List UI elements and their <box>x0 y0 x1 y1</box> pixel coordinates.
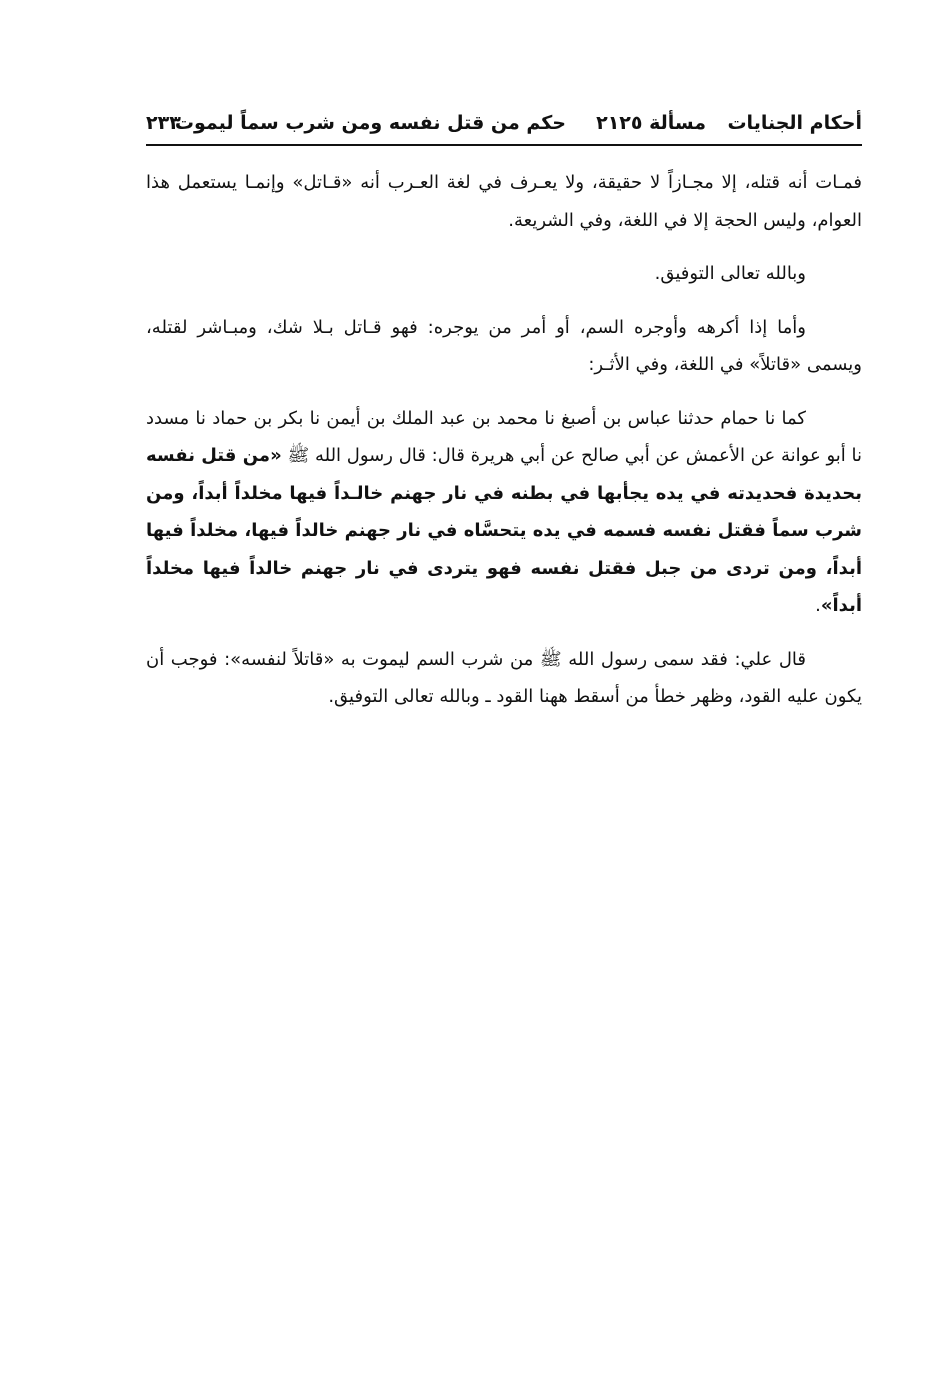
paragraph-5: قال علي: فقد سمى رسول الله ﷺ من شرب السم ليموت به «قاتلاً لنفسه»: فوجب أن يكون عليه القود، وظهر خطأ من أسقط ههنا القود ـ وبالله تعالى التوفيق. <box>146 648 862 707</box>
running-header <box>146 104 862 144</box>
paragraph-3: وأما إذا أكرهه وأوجره السم، أو أمر من يوجره: فهو قـاتل بـلا شك، ومبـاشر لقتله، ويسمى «قاتلاً» في اللغة، وفي الأثـر: <box>146 316 862 375</box>
hadith-chain: كما نا حمام حدثنا عباس بن أصبغ نا محمد بن عبد الملك بن أيمن نا بكر بن حماد نا مسدد نا أبو عوانة عن الأعمش عن أبي صالح عن أبي هريرة قال: قال رسول الله ﷺ <box>146 407 863 466</box>
page-number: ٢٣٣ <box>146 112 181 134</box>
hadith-end: . <box>815 595 821 616</box>
paragraph-2: وبالله تعالى التوفيق. <box>654 263 806 284</box>
paragraph-1: فمـات أنه قتله، إلا مجـازاً لا حقيقة، ولا يعـرف في لغة العـرب أنه «قـاتل» وإنمـا يستعمل هذا العوام، وليس الحجة إلا في اللغة، وفي الشريعة. <box>146 172 862 231</box>
body-text <box>146 164 862 732</box>
header-issue-number: مسألة ٢١٢٥ <box>596 112 706 134</box>
hadith-text: «من قتل نفسه بحديدة فحديدته في يده يجأبها في بطنه في نار جهنم خالـداً فيها مخلداً أبداً، ومن شرب سماً فقتل نفسه فسمه في يده يتحسَّاه في نار جهنم خالداً فيها، مخلداً فيها أبداً، ومن تردى من جبل فقتل نفسه فهو يتردى في نار جهنم خالداً فيها مخلداً أبداً» <box>146 445 862 616</box>
header-divider <box>146 144 862 146</box>
header-section-title: حكم من قتل نفسه ومن شرب سماً ليموت <box>174 112 566 134</box>
paragraph-4-hadith <box>146 400 862 625</box>
header-book-title: أحكام الجنايات <box>727 112 862 134</box>
